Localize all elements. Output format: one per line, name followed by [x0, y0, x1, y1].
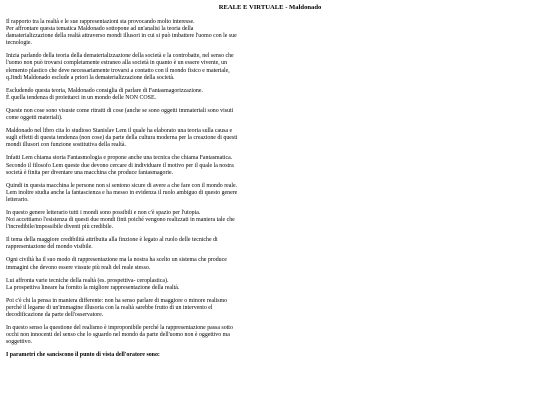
document-title: REALE E VIRTUALE - Maldonado: [218, 4, 322, 11]
closing-heading: I parametri che sanciscono il punto di vista dell'oratore sono:: [6, 352, 160, 359]
paragraph-1: Il rapporto tra la realtà e le sue rappresentazioni sta provocando molto interesse. Per affrontare questa tematica Maldonado sottopone ad un'analisi la teoria della damaterializzazione della realtà attraverso mondi illusori in cui si può imbattere l'uomo con le sue tecnologie.: [6, 19, 237, 47]
paragraph-2: Inizia parlando della teoria della dematerializzazione della società e la controbatte, nel senso che l'uomo non può trovarsi completamente estraneo alla società in quanto è un essere vivente, un elemento plastico che deve necessariamente trovarsi a contatto con il mondo fisico e materiale, q.Jindi Maldonado esclude a priori la dematerializzazione della società.: [6, 53, 234, 81]
paragraph-11: Lui affronta varie tecniche della realtà (es. prospettiva- ceroplastica). La prospettiva lineare ha fornito la migliore rappresentazione della realtà.: [6, 277, 180, 291]
paragraph-9: Il tema della maggiore credibilità attribuita alla finzione è legato al ruolo delle tecniche di rappresentazione del mondo visibile.: [6, 237, 218, 251]
paragraph-5: Maldonado nel libro cita lo studioso Stanislav Lem il quale ha elaborato una teoria sulla causa e sugli effetti di questa tendenza (non cose) da parte della cultura moderna per la creazione di questi mondi illusori con funzione sostitutiva della realtà.: [6, 128, 238, 149]
paragraph-6: Infatti Lem chiama storia Fantasmologia e propone anche una tecnica che chiama Fantasmatica. Secondo il filosofo Lem queste due devono cercare di individuare il motivo per il quale la nostra società è finita per diventare una macchina che produce fantasmagorie.: [6, 155, 234, 176]
paragraph-4: Queste non cose sono visuste come ritratti di cose (anche se sono oggetti immateriali sono visuti come oggetti materiali).: [6, 107, 234, 122]
paragraph-3: Escludendo questa teoria, Maldonado consiglia di parlare di Fantasmagorizzazione. È quella tendenza di proiettarci in un mondo delle NON COSE.: [6, 87, 203, 101]
paragraph-7: Quindi in questa macchina le persone non si sentono sicure di avere a che fare con il mondo reale. Lem inoltre studia anche la fantascienza e ha messo in evidenza il ruolo ambiguo di questo genere letterario.: [6, 182, 238, 203]
paragraph-13: In questo senso la questione del realismo è improponibile perché la rappresentazione passa sotto occhi non innocenti del senso che lo sguardo nel mondo da parte dell'uomo non è oggettivo ma soggettivo.: [6, 325, 233, 346]
paragraph-8: In questo genere letterario tutti i mondi sono possibili e non c'è spazio per l'utopia. Noi accettiamo l'esistenza di questi due mondi finti poiché vengono realizzati in maniera tale che l'incredibile/impossibile diventi più credibile.: [6, 209, 235, 231]
paragraph-12: Poi c'è chi la pensa in maniera differente: non ha senso parlare di maggiore o minore realismo perché il legame di un'immagine illusoria con la realtà sarebbe frutto di un intervento el decodificazione da parte dell'osservatore.: [6, 297, 228, 318]
paragraph-10: Ogni civiltà ha il suo modo di rappresentazione ma la nostra ha scelto un sistema che produce immagini che devono essere vissute più reali del reale stesso.: [6, 257, 227, 271]
